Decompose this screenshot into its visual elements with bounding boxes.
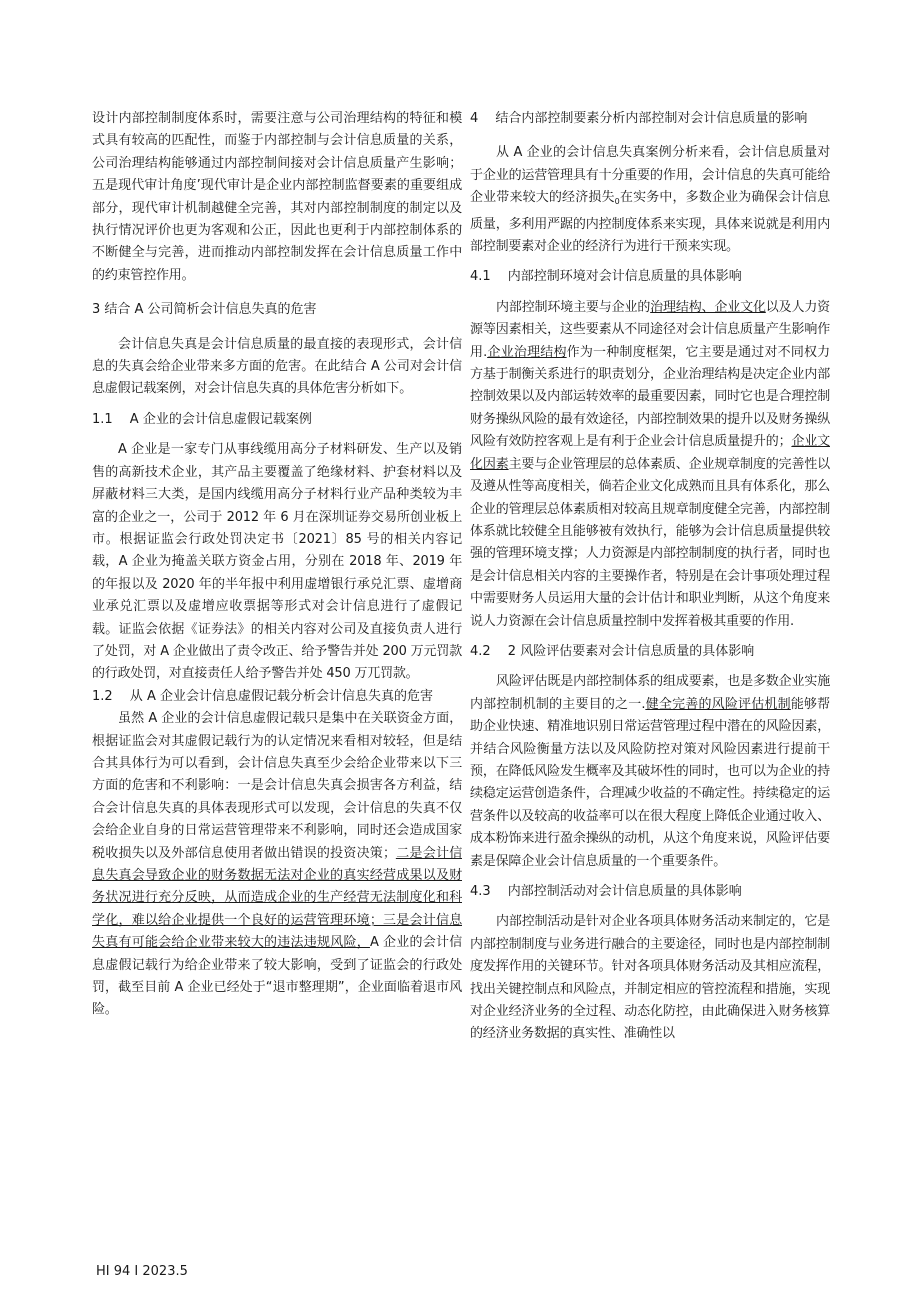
subsection-heading: 1.1 A 企业的会计信息虚假记载案例	[92, 411, 312, 427]
paragraph: 内部控制活动是针对企业各项具体财务活动来制定的，它是内部控制制度与业务进行融合的主要途径，同时也是内部控制制度发挥作用的关键环节。针对各项具体财务活动及其相应流程，找出关键控制点和风险点，并制定相应的管控流程和措施，实现对企业经济业务的全过程、动态化防控，由此确保进入财务核算的经济业务数据的真实性、准确性以	[470, 914, 830, 1042]
paragraph: 设计内部控制制度体系时，需要注意与公司治理结构的特征和模式具有较高的匹配性，而鉴于内部控制与会计信息质量的关系，公司治理结构能够通过内部控制间接对会计信息质量产生影响；五是现代审计角度’现代审计是企业内部控制监督要素的重要组成部分，现代审计机制越健全完善，其对内部控制制度的制定以及执行情况评价也更为客观和公正，因此也更利于内部控制体系的不断健全与完善，进而推动内部控制发挥在会计信息质量工作中的约束管控作用。	[92, 111, 462, 283]
text-run: 以及人力资源等因素相关，这些要素从不同途径对会计信息质量产生影响作用.	[470, 299, 830, 360]
underlined-text: 治理结构、企业文化	[650, 299, 766, 315]
text-run: 主要与企业管理层的总体素质、企业规章制度的完善性以及遵从性等高度相关，倘若企业文化成熟而且具有体系化，那么企业的管理层总体素质相对较高且规章制度健全完善，内部控制体系就比较健全且能够被有效执行，能够为会计信息质量提供较强的管理环境支撑；人力资源是内部控制制度的执行者，同时也是会计信息相关内容的主要操作者，特别是在会计事项处理过程中需要财务人员运用大量的会计估计和职业判断，从这个角度来说人力资源在会计信息质量控制中发挥着极其重要的作用.	[470, 456, 830, 629]
paragraph	[92, 708, 462, 1022]
text-run: 虽然 A 企业的会计信息虚假记载只是集中在关联资金方面，根据证监会对其虚假记载行为的认定情况来看相对较轻，但是结合其具体行为可以看到，会计信息失真至少会给企业带来以下三方面的危害和不利影响：一是会计信息失真会损害各方利益，结合会计信息失真的具体表现形式可以发现，会计信息的失真不仅会给企业自身的日常运营管理带来不利影响，同时还会造成国家税收损失以及外部信息使用者做出错误的投资决策；	[92, 711, 462, 861]
text-run: 从 A 企业的会计信息失真案例分析来看，会计信息质量对于企业的运营管理具有十分重要的作用，会计信息的失真可能给企业带来较大的经济损失	[470, 145, 830, 206]
underlined-text: 企业治理结构	[487, 344, 567, 360]
text-run: 内部控制环境主要与企业的	[496, 299, 651, 315]
subsection-heading: 1.2 从 A 企业会计信息虚假记载分析会计信息失真的危害	[92, 688, 433, 704]
paragraph	[470, 671, 830, 873]
right-column	[470, 108, 830, 1046]
text-run: 作为一种制度框架，它主要是通过对不同权力方基于制衡关系进行的职责划分，企业治理结构是决定企业内部控制效果以及内部运转效率的最重要因素，同时它也是合理控制财务操纵风险的最有效途径，内部控制效果的提升以及财务操纵风险有效防控客观上是有利于企业会计信息质量提升的；	[470, 344, 830, 450]
page-footer: HI 94 I 2023.5	[96, 1264, 188, 1279]
underlined-text: 企业文化因素	[470, 434, 830, 472]
underlined-text: 健全完善的风险评估机制	[645, 696, 791, 712]
subsection-heading: 4.1 内部控制环境对会计信息质量的具体影响	[470, 269, 742, 285]
subscript-mark: 0	[614, 197, 620, 207]
subsection-heading: 4.2 2 风险评估要素对会计信息质量的具体影响	[470, 643, 755, 659]
section-heading: 4 结合内部控制要素分析内部控制对会计信息质量的影响	[470, 111, 808, 126]
paragraph: 会计信息失真是会计信息质量的最直接的表现形式，会计信息的失真会给企业带来多方面的危害。在此结合 A 公司对会计信息虚假记载案例，对会计信息失真的具体危害分析如下。	[92, 336, 462, 397]
subsection-heading: 4.3 内部控制活动对会计信息质量的具体影响	[470, 884, 742, 899]
text-run: 在实务中，多数企业为确保会计信息质量，多利用严踞的内控制度体系来实现，具体来说就是利用内部控制要素对企业的经济行为进行干预来实现。	[470, 190, 830, 255]
text-run: A 企业的会计信息虚假记载行为给企业带来了较大影响，受到了证监会的行政处罚，截至目前 A 企业已经处于“退市整理期”，企业面临着退市风险。	[92, 935, 462, 1018]
text-run: 风险评估既是内部控制体系的组成要素，也是多数企业实施内部控制机制的主要目的之一.	[470, 674, 830, 712]
paragraph: A 企业是一家专门从事线缆用高分子材料研发、生产以及销售的高新技术企业，其产品主要覆盖了绝缘材料、护套材料以及屏蔽材料三大类，是国内线缆用高分子材料行业产品种类较为丰富的企业之一，公司于 2012 年 6 月在深圳证券交易所创业板上市。根据证监会行政处罚决定书〔2021〕85 号的相关内容记载，A 企业为掩盖关联方资金占用，分别在 2018 年、2019 年的年报以及 2020 年的半年报中利用虚增银行承兑汇票、虚增商业承兑汇票以及虚增应收票据等形式对会计信息进行了虚假记载。证监会依据《证券法》的相关内容对公司及直接负责人进行了处罚，对 A 企业做出了责令改正、给予警告并处 200 万元罚款的行政处罚，对直接责任人给予警告并处 450 万兀罚款。	[92, 442, 462, 682]
left-column	[92, 108, 462, 1022]
paragraph	[470, 142, 830, 258]
underlined-text: 二是会计信息失真会导致企业的财务数据无法对企业的真实经营成果以及财务状况进行充分反映，从而造成企业的生产经营无法制度化和科学化，难以给企业提供一个良好的运营管理环境；三是会计信息失真有可能会给企业带来较大的违法违规风险，	[92, 845, 462, 951]
section-heading: 3 结合 A 公司简析会计信息失真的危害	[92, 302, 317, 318]
text-run: 能够帮助企业快速、精准地识别日常运营管理过程中潜在的风险因素，并结合风险衡量方法以及风险防控对策对风险因素进行提前干预，在降低风险发生概率及其破坏性的同时，也可以为企业的持续稳定运营创造条件，合理减少收益的不确定性。持续稳定的运营条件以及较高的收益率可以在很大程度上降低企业通过收入、成本粉饰来进行盈余操纵的动机，从这个角度来说，风险评估要素是保障企业会计信息质量的一个重要条件。	[470, 696, 830, 869]
paragraph	[470, 297, 830, 633]
